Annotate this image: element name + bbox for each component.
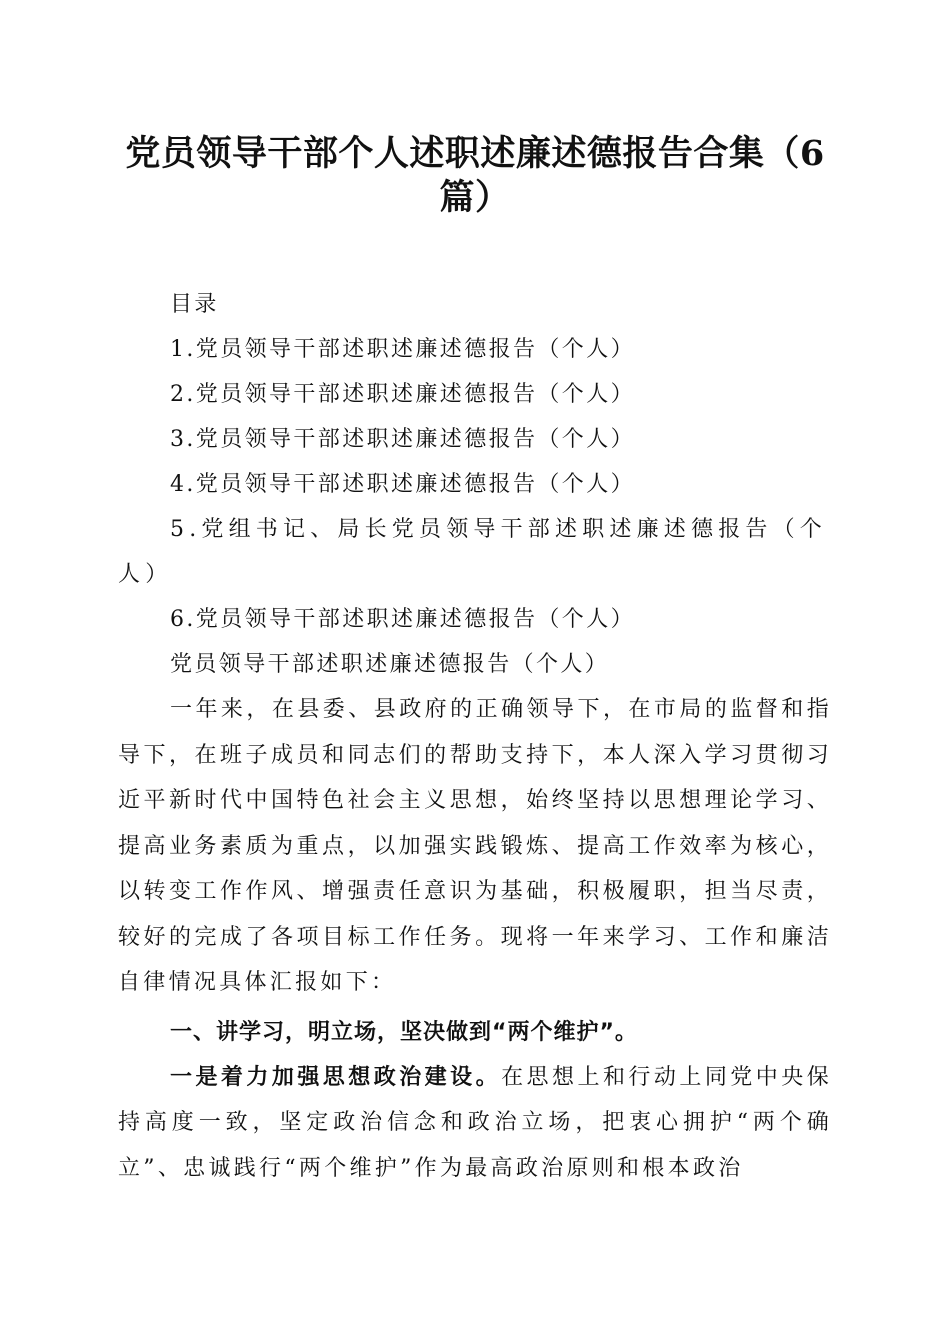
toc-heading: 目录: [170, 292, 219, 317]
toc-item-3: 3.党员领导干部述职述廉述德报告（个人）: [170, 427, 635, 452]
document-title: 党员领导干部个人述职述廉述德报告合集（6篇）: [125, 133, 825, 218]
section-title: 党员领导干部述职述廉述德报告（个人）: [170, 652, 610, 677]
toc-item-6: 6.党员领导干部述职述廉述德报告（个人）: [170, 607, 635, 632]
paragraph-1: [118, 1055, 832, 1192]
paragraph-1-lead: 一是着力加强思想政治建设。: [170, 1064, 502, 1090]
toc-item-1: 1.党员领导干部述职述廉述德报告（个人）: [170, 337, 635, 362]
toc-item-2: 2.党员领导干部述职述廉述德报告（个人）: [170, 382, 635, 407]
table-of-contents: [118, 282, 832, 642]
intro-paragraph: 一年来，在县委、县政府的正确领导下，在市局的监督和指导下，在班子成员和同志们的帮助支持下，本人深入学习贯彻习近平新时代中国特色社会主义思想，始终坚持以思想理论学习、提高业务素质为重点，以加强实践锻炼、提高工作效率为核心，以转变工作作风、增强责任意识为基础，积极履职，担当尽责，较好的完成了各项目标工作任务。现将一年来学习、工作和廉洁自律情况具体汇报如下：: [118, 697, 832, 995]
toc-item-4: 4.党员领导干部述职述廉述德报告（个人）: [170, 472, 635, 497]
heading-1: 一、讲学习，明立场，坚决做到“两个维护”。: [170, 1019, 638, 1045]
paragraph-1-body: 在思想上和行动上同党中央保持高度一致，坚定政治信念和政治立场，把衷心拥护“两个确立”、忠诚践行“两个维护”作为最高政治原则和根本政治: [118, 1064, 833, 1181]
toc-item-5: 5.党组书记、局长党员领导干部述职述廉述德报告（个人）: [118, 517, 827, 587]
